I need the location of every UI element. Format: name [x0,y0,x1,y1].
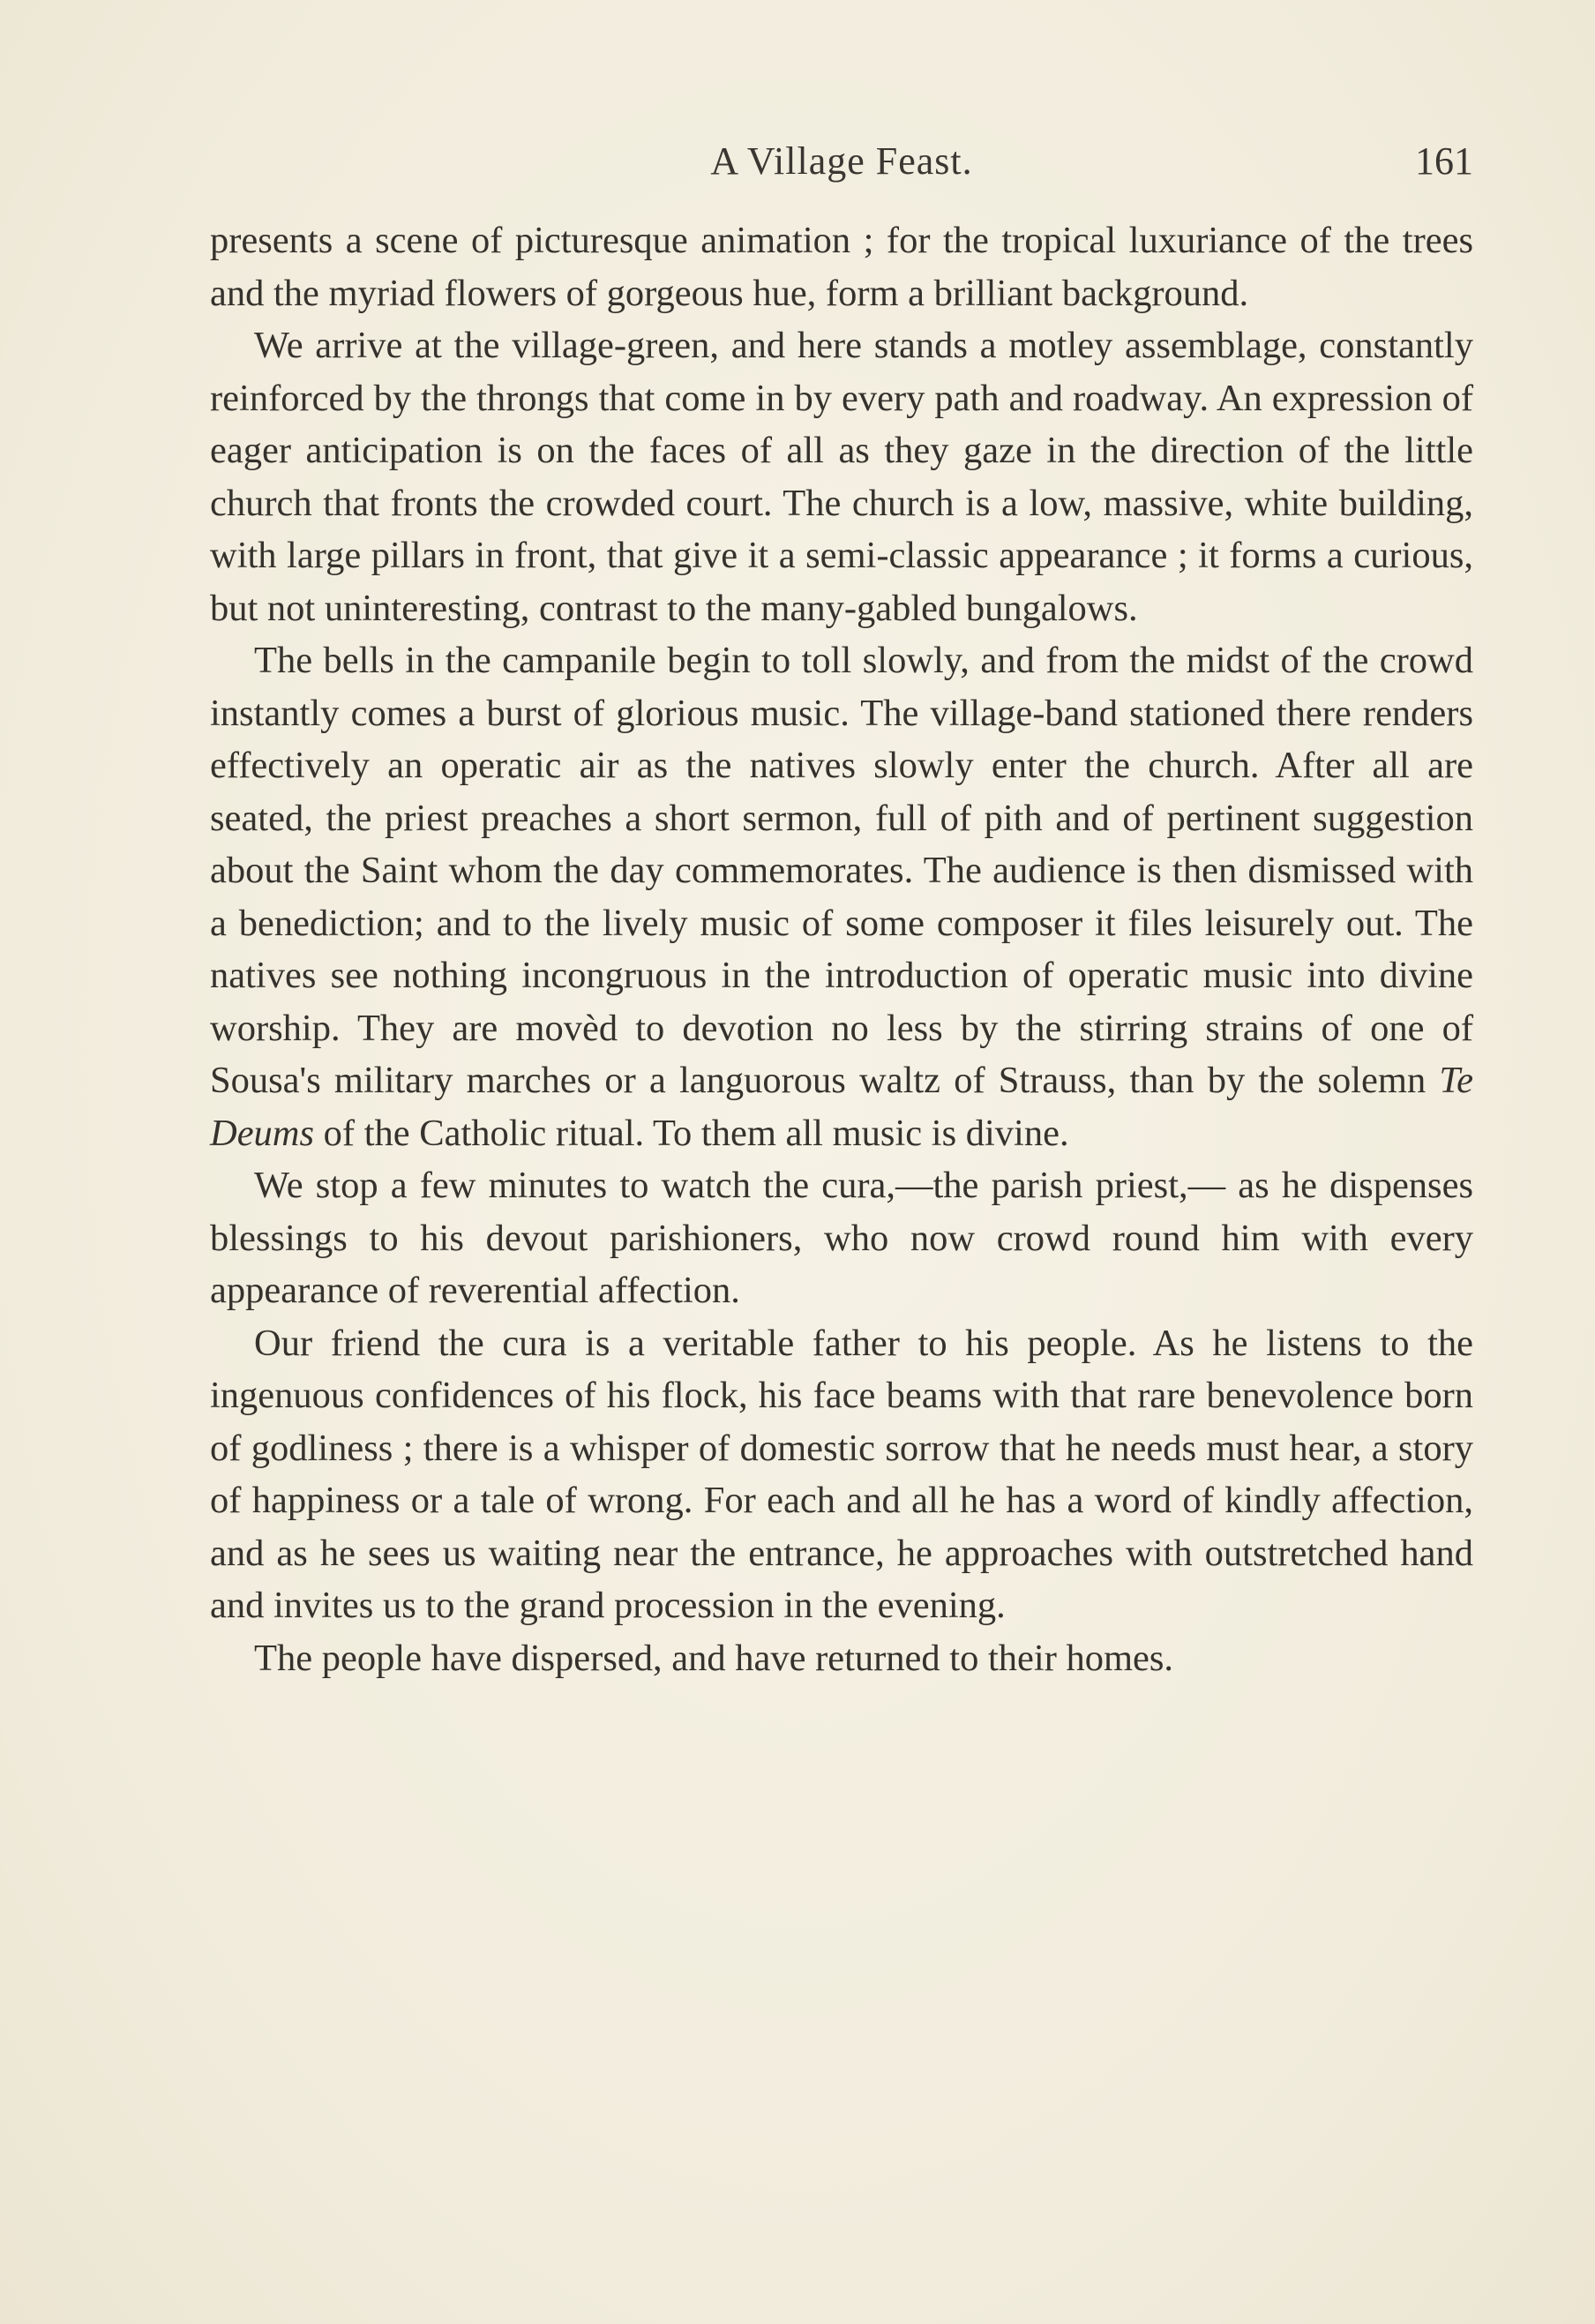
paragraph-1: presents a scene of picturesque animation ; for the tropical luxuriance of the trees and the myriad flowers of gorgeous hue, form a brilliant background. [210,220,1473,314]
running-title: A Village Feast. [710,139,973,183]
body-text [210,214,1473,1684]
paragraph-3-text-a: The bells in the campanile begin to toll slowly, and from the midst of the crowd instantly comes a burst of glorious music. The village-band stationed there renders effectively an operatic air as the natives slowly enter the church. After all are seated, the priest preaches a short sermon, full of pith and of pertinent suggestion about the Saint whom the day commemorates. The audience is then dismissed with a benediction; and to the lively music of some composer it files leisurely out. The natives see nothing incongruous in the introduction of operatic music into divine worship. They are movèd to devotion no less by the stirring strains of one of Sousa's military marches or a languorous waltz of Strauss, than by the solemn [210,640,1473,1101]
paragraph-3-text-b: of the Catholic ritual. To them all music is divine. [314,1112,1069,1154]
te-deums-italic: Te Deums [210,1060,1473,1154]
paragraph-2: We arrive at the village-green, and here stands a motley assemblage, constantly reinforced by the throngs that come in by every path and roadway. An expression of eager anticipation is on the faces of all as they gaze in the direction of the little church that fronts the crowded court. The church is a low, massive, white building, with large pillars in front, that give it a semi-classic appearance ; it forms a curious, but not uninteresting, contrast to the many-gabled bungalows. [210,325,1473,629]
paragraph-3 [210,634,1473,1159]
paragraph-6: The people have dispersed, and have returned to their homes. [254,1637,1174,1679]
paragraph-5: Our friend the cura is a veritable father to his people. As he listens to the ingenuous confidences of his flock, his face beams with that rare benevolence born of godliness ; there is a whisper of domestic sorrow that he needs must hear, a story of happiness or a tale of wrong. For each and all he has a word of kindly affection, and as he sees us waiting near the entrance, he approaches with outstretched hand and invites us to the grand procession in the evening. [210,1322,1473,1626]
running-head [210,131,1473,192]
page-number: 161 [1415,139,1473,183]
paragraph-4: We stop a few minutes to watch the cura,—the parish priest,— as he dispenses blessings to his devout parishioners, who now crowd round him with every appearance of reverential affection. [210,1165,1473,1311]
